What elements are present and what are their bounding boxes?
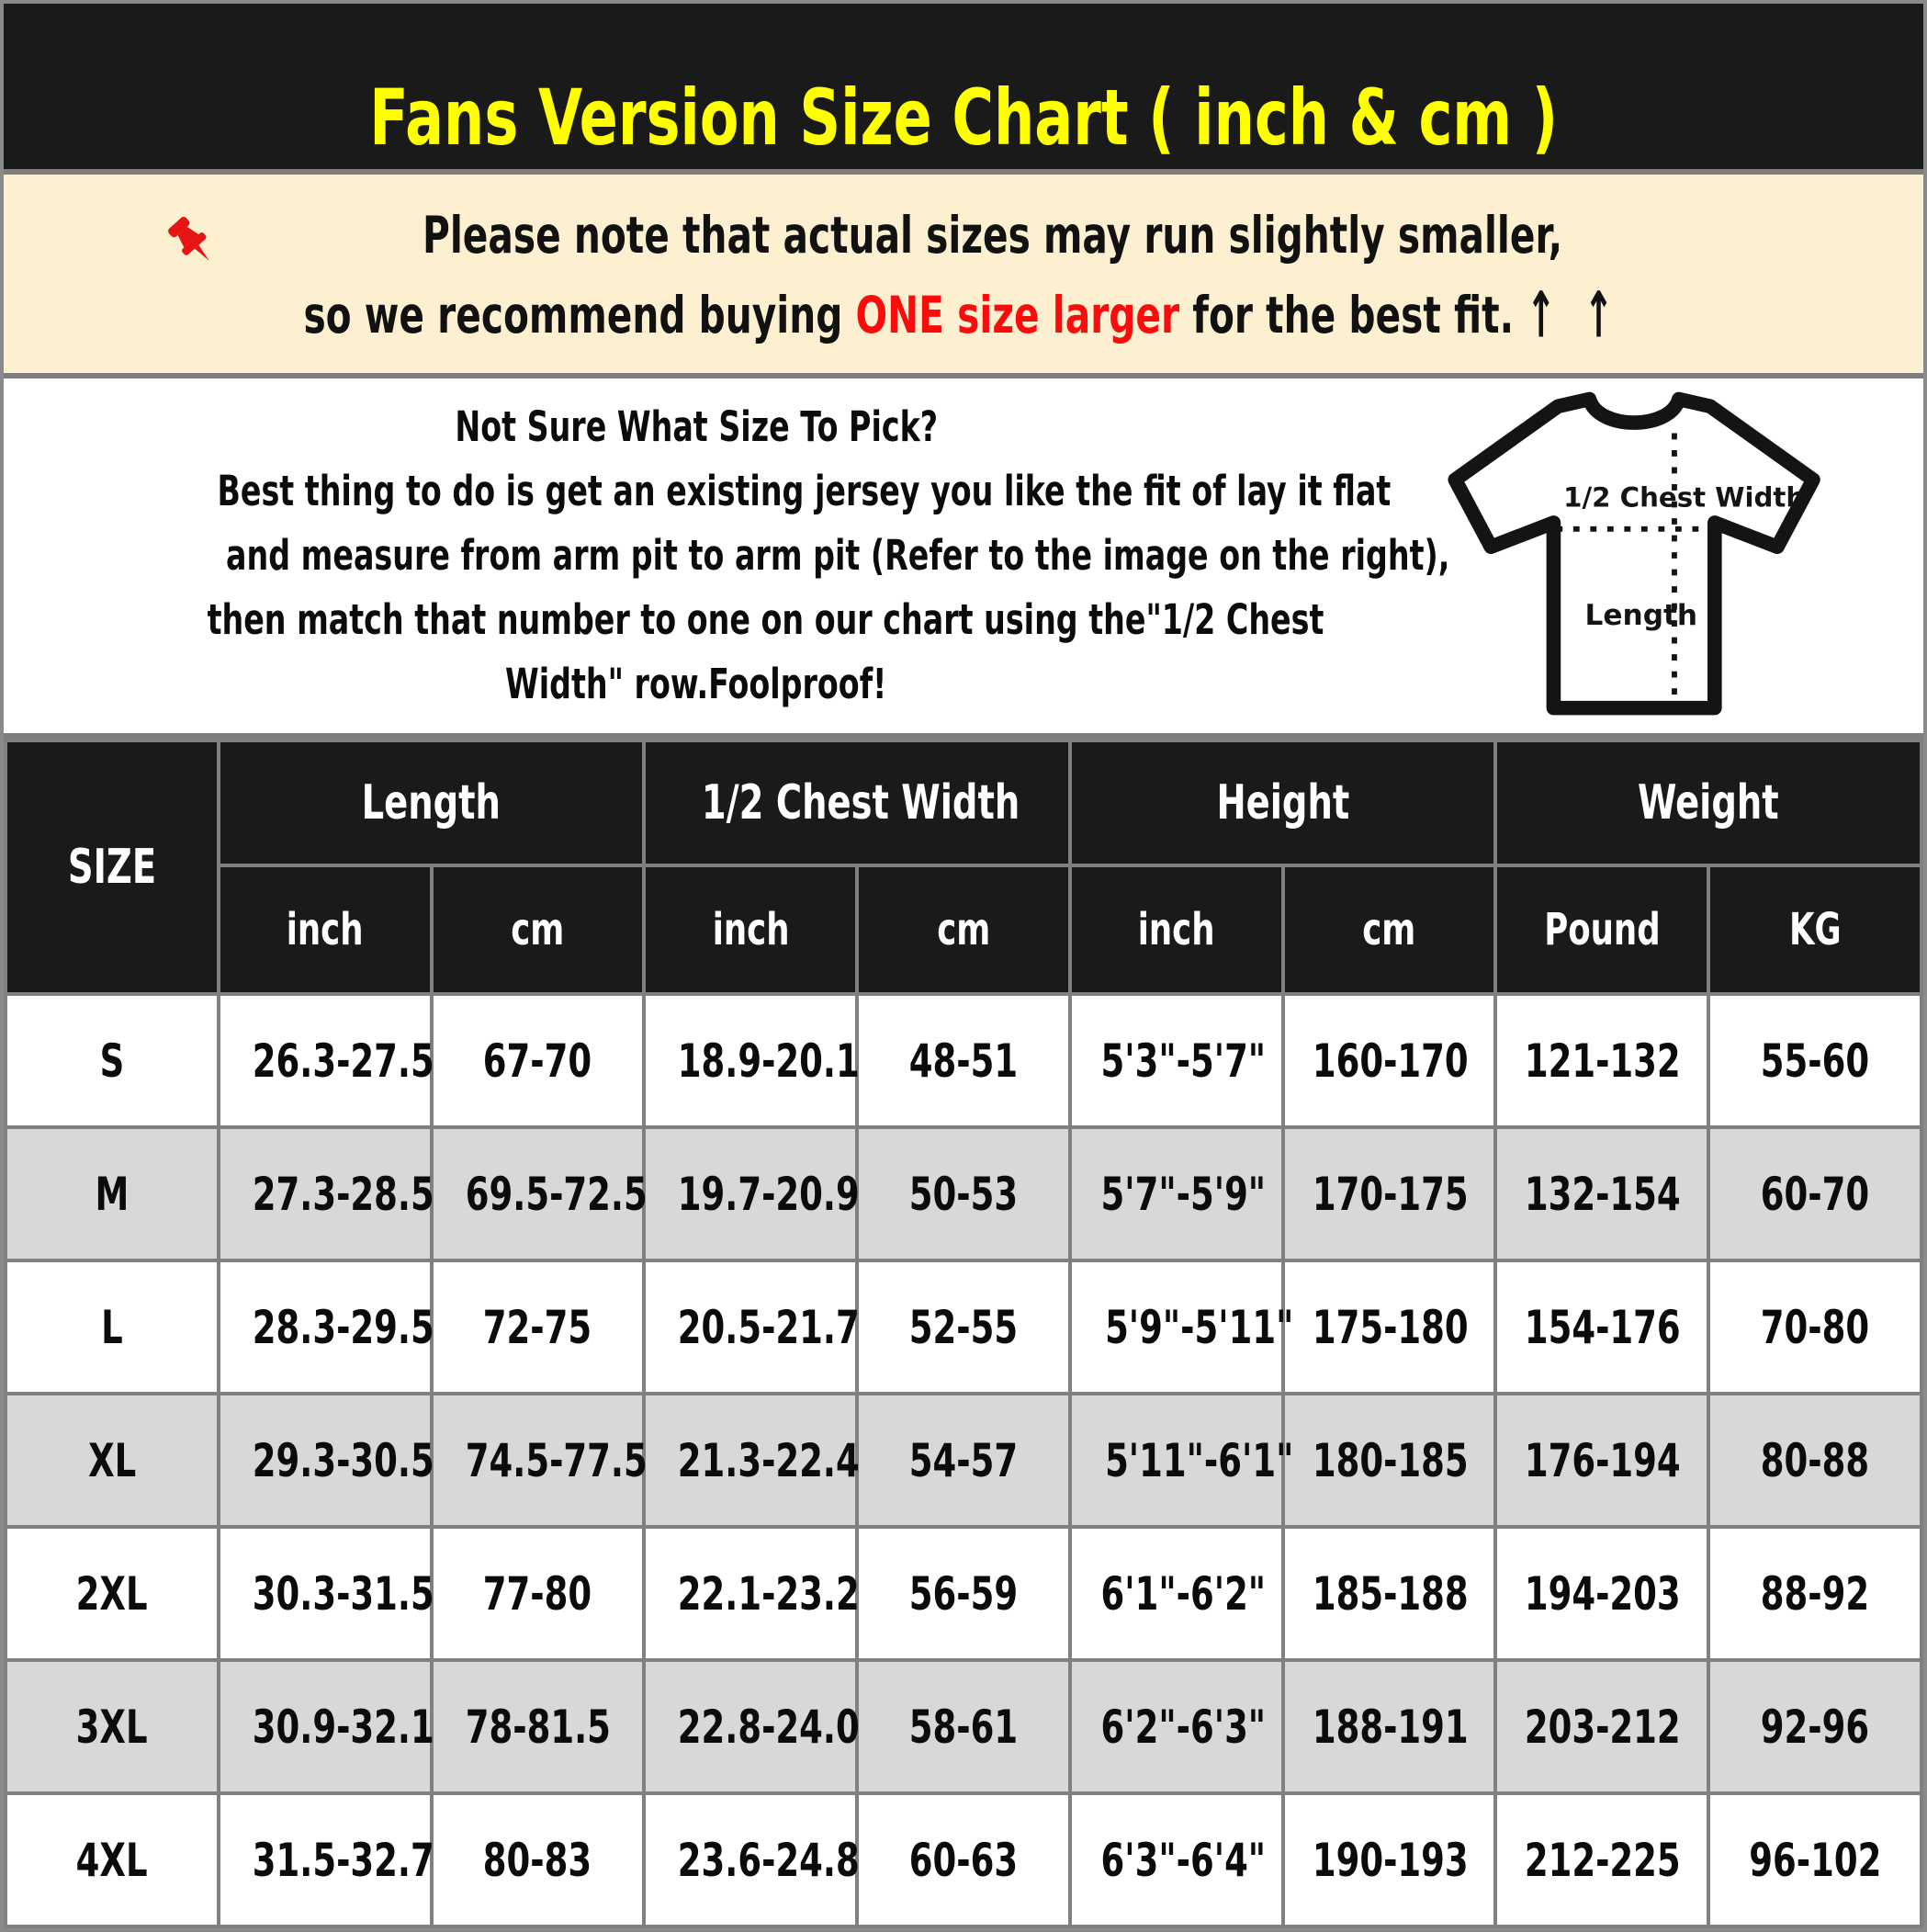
table-cell-text: 70-80 [1760, 1300, 1870, 1354]
row-size-label-text: L [101, 1300, 123, 1354]
table-cell-text: 6'1"-6'2" [1100, 1566, 1266, 1621]
table-row [6, 1127, 1921, 1260]
table-cell-text: 6'3"-6'4" [1100, 1833, 1266, 1887]
row-size-label-text: 2XL [75, 1566, 148, 1621]
table-cell-text: 5'3"-5'7" [1100, 1034, 1266, 1088]
table-cell [1283, 1127, 1496, 1260]
column-group-height-text: Height [1216, 775, 1350, 830]
chest-width-label: 1/2 Chest Width [1563, 481, 1806, 514]
column-header-unit [219, 865, 432, 994]
table-cell-text: 80-83 [483, 1833, 592, 1887]
table-cell [1495, 1394, 1708, 1527]
table-cell [1495, 1660, 1708, 1793]
table-cell [432, 1660, 645, 1793]
table-cell [857, 1127, 1070, 1260]
table-cell [219, 1260, 432, 1394]
table-cell-text: 20.5-21.7 [678, 1300, 861, 1354]
table-cell [219, 1394, 432, 1527]
table-cell-text: 190-193 [1312, 1833, 1469, 1887]
instructions-line-text: then match that number to one on our chart using the"1/2 Chest [207, 595, 1324, 644]
size-table-head [6, 740, 1921, 994]
tshirt-icon [1400, 381, 1877, 730]
page-title-text: Fans Version Size Chart ( inch & cm ) [369, 73, 1558, 163]
table-cell-text: 72-75 [483, 1300, 592, 1354]
note-banner [4, 175, 1923, 378]
table-cell [857, 994, 1070, 1127]
table-cell-text: 160-170 [1312, 1034, 1469, 1088]
table-row [6, 1793, 1921, 1926]
note-highlight: ONE size larger [855, 285, 1180, 345]
table-cell [857, 1260, 1070, 1394]
table-cell [644, 1260, 861, 1394]
table-cell [1070, 994, 1283, 1127]
column-group-weight [1495, 740, 1921, 865]
table-cell [1070, 1127, 1283, 1260]
table-cell [644, 994, 861, 1127]
table-cell [432, 994, 645, 1127]
table-row [6, 1527, 1921, 1660]
table-cell [1283, 1660, 1496, 1793]
table-cell [219, 1660, 432, 1793]
unit-text: KG [1788, 904, 1842, 955]
note-line-2 [72, 277, 1855, 352]
table-cell-text: 55-60 [1760, 1034, 1870, 1088]
row-size-label-text: 4XL [75, 1833, 148, 1887]
table-cell-text: 203-212 [1525, 1700, 1682, 1754]
table-cell [857, 1793, 1070, 1926]
row-size-label [6, 1793, 219, 1926]
size-table [4, 739, 1923, 1928]
instructions-line [11, 652, 1381, 717]
table-cell-text: 19.7-20.9 [678, 1167, 861, 1221]
table-cell-text: 170-175 [1312, 1167, 1469, 1221]
pushpin-icon [163, 211, 220, 268]
instructions-line-text: Width" row.Foolproof! [505, 660, 887, 708]
table-cell [1708, 1260, 1921, 1394]
table-cell [644, 1527, 861, 1660]
column-group-length [219, 740, 645, 865]
length-label: Length [1584, 599, 1698, 633]
unit-text: inch [1137, 904, 1215, 955]
note-line-1 [163, 208, 1763, 265]
table-cell-text: 194-203 [1525, 1566, 1682, 1621]
instructions-line [11, 524, 1450, 588]
unit-text: inch [286, 904, 364, 955]
table-cell [1070, 1527, 1283, 1660]
table-cell-text: 27.3-28.5 [252, 1167, 434, 1221]
table-cell [219, 1793, 432, 1926]
table-cell-text: 60-63 [908, 1833, 1019, 1887]
table-cell [1708, 1793, 1921, 1926]
table-cell-text: 30.3-31.5 [252, 1566, 434, 1621]
table-cell-text: 74.5-77.5 [465, 1433, 648, 1487]
table-cell [1283, 1260, 1496, 1394]
table-row [6, 1394, 1921, 1527]
group-header-row [6, 740, 1921, 865]
table-cell-text: 26.3-27.5 [252, 1034, 434, 1088]
table-cell [857, 1527, 1070, 1660]
table-cell [219, 1127, 432, 1260]
column-group-chest-width-text: 1/2 Chest Width [702, 775, 1020, 830]
table-cell [1283, 1527, 1496, 1660]
table-cell [644, 1660, 861, 1793]
table-cell [1070, 1394, 1294, 1527]
table-cell [432, 1260, 645, 1394]
table-cell-text: 22.1-23.2 [678, 1566, 861, 1621]
table-cell [1708, 1394, 1921, 1527]
row-size-label [6, 1660, 219, 1793]
table-cell-text: 50-53 [908, 1167, 1019, 1221]
sub-header-row [6, 865, 1921, 994]
row-size-label-text: S [99, 1034, 125, 1088]
table-cell-text: 48-51 [908, 1034, 1019, 1088]
unit-text: cm [511, 904, 565, 955]
table-cell-text: 5'7"-5'9" [1100, 1167, 1266, 1221]
table-cell-text: 88-92 [1760, 1566, 1870, 1621]
table-cell [857, 1394, 1070, 1527]
table-cell [1495, 994, 1708, 1127]
column-header-size [6, 740, 219, 994]
table-cell [432, 1527, 645, 1660]
table-cell-text: 60-70 [1760, 1167, 1870, 1221]
table-cell [432, 1127, 648, 1260]
table-cell [1708, 1660, 1921, 1793]
column-header-unit [1070, 865, 1283, 994]
table-cell [1495, 1793, 1708, 1926]
table-cell-text: 6'2"-6'3" [1100, 1700, 1266, 1754]
table-cell-text: 77-80 [483, 1566, 592, 1621]
instructions-heading-text: Not Sure What Size To Pick? [455, 402, 938, 451]
unit-text: cm [1362, 904, 1416, 955]
table-cell [857, 1660, 1070, 1793]
table-cell-text: 188-191 [1312, 1700, 1469, 1754]
table-cell-text: 29.3-30.5 [252, 1433, 434, 1487]
column-header-unit [1495, 865, 1708, 994]
size-table-body [6, 994, 1921, 1926]
table-cell-text: 22.8-24.0 [678, 1700, 861, 1754]
table-cell-text: 212-225 [1525, 1833, 1682, 1887]
instructions-line-text: and measure from arm pit to arm pit (Refer to the image on the right), [226, 531, 1450, 580]
table-row [6, 994, 1921, 1127]
row-size-label [6, 1527, 219, 1660]
column-header-unit [1283, 865, 1496, 994]
table-cell [1283, 1793, 1496, 1926]
table-cell [644, 1793, 861, 1926]
column-header-size-text: SIZE [67, 840, 156, 895]
column-group-height [1070, 740, 1496, 865]
unit-text: inch [712, 904, 790, 955]
table-cell [219, 994, 432, 1127]
instructions-text [4, 395, 1450, 717]
table-cell-text: 176-194 [1525, 1433, 1682, 1487]
row-size-label [6, 994, 219, 1127]
instructions-line [11, 588, 1381, 652]
table-row [6, 1660, 1921, 1793]
table-row [6, 1260, 1921, 1394]
table-cell-text: 28.3-29.5 [252, 1300, 434, 1354]
table-cell-text: 54-57 [908, 1433, 1019, 1487]
table-cell-text: 56-59 [908, 1566, 1019, 1621]
table-cell [644, 1127, 861, 1260]
table-cell [1708, 1127, 1921, 1260]
table-cell-text: 154-176 [1525, 1300, 1682, 1354]
table-cell [219, 1527, 432, 1660]
table-cell-text: 121-132 [1525, 1034, 1682, 1088]
table-cell-text: 80-88 [1760, 1433, 1870, 1487]
column-group-length-text: Length [361, 775, 501, 830]
table-cell-text: 21.3-22.4 [678, 1433, 861, 1487]
table-cell [1495, 1127, 1708, 1260]
note-text-2-prefix: so we recommend buying [303, 285, 856, 345]
title-bar [4, 4, 1923, 175]
table-cell [1495, 1260, 1708, 1394]
table-cell-text: 180-185 [1312, 1433, 1469, 1487]
column-header-unit [644, 865, 857, 994]
table-cell [432, 1394, 648, 1527]
row-size-label [6, 1127, 219, 1260]
table-cell [1070, 1660, 1283, 1793]
row-size-label [6, 1394, 219, 1527]
table-cell-text: 5'9"-5'11" [1104, 1300, 1294, 1354]
table-cell-text: 185-188 [1312, 1566, 1469, 1621]
unit-text: Pound [1544, 904, 1661, 955]
table-cell-text: 31.5-32.7 [252, 1833, 434, 1887]
row-size-label [6, 1260, 219, 1394]
table-cell-text: 58-61 [908, 1700, 1019, 1754]
up-arrows-icon: ↑ ↑ [1526, 277, 1621, 352]
table-cell-text: 78-81.5 [465, 1700, 611, 1754]
table-cell-text: 23.6-24.8 [678, 1833, 861, 1887]
instructions-heading [11, 395, 1381, 459]
note-text-2 [303, 277, 1624, 352]
table-cell [1708, 994, 1921, 1127]
page-title [161, 73, 1766, 163]
table-cell [1070, 1793, 1283, 1926]
table-cell-text: 30.9-32.1 [252, 1700, 434, 1754]
table-cell [432, 1793, 645, 1926]
table-cell [644, 1394, 861, 1527]
column-header-unit [857, 865, 1070, 994]
column-header-unit [1708, 865, 1921, 994]
table-cell-text: 52-55 [908, 1300, 1019, 1354]
instructions-line [11, 459, 1392, 524]
column-header-unit [432, 865, 645, 994]
table-cell-text: 175-180 [1312, 1300, 1469, 1354]
table-cell-text: 5'11"-6'1" [1104, 1433, 1294, 1487]
table-cell-text: 96-102 [1749, 1833, 1882, 1887]
instructions-line-text: Best thing to do is get an existing jersey you like the fit of lay it flat [217, 467, 1392, 515]
row-size-label-text: M [95, 1167, 130, 1221]
table-cell-text: 18.9-20.1 [678, 1034, 861, 1088]
table-cell [1283, 1394, 1496, 1527]
table-cell [1070, 1260, 1294, 1394]
size-table-wrap [4, 739, 1923, 1928]
table-cell [1708, 1527, 1921, 1660]
table-cell-text: 92-96 [1760, 1700, 1870, 1754]
table-cell [1283, 994, 1496, 1127]
table-cell-text: 69.5-72.5 [465, 1167, 648, 1221]
row-size-label-text: XL [87, 1433, 136, 1487]
unit-text: cm [936, 904, 990, 955]
instructions-section [4, 378, 1923, 739]
tshirt-diagram [1381, 381, 1896, 730]
table-cell [1495, 1527, 1708, 1660]
note-text-2-suffix: for the best fit. [1179, 285, 1515, 345]
table-cell-text: 132-154 [1525, 1167, 1682, 1221]
table-cell-text: 67-70 [483, 1034, 592, 1088]
column-group-chest-width [644, 740, 1070, 865]
row-size-label-text: 3XL [75, 1700, 148, 1754]
column-group-weight-text: Weight [1638, 775, 1780, 830]
note-text-1: Please note that actual sizes may run slightly smaller, [423, 206, 1563, 265]
